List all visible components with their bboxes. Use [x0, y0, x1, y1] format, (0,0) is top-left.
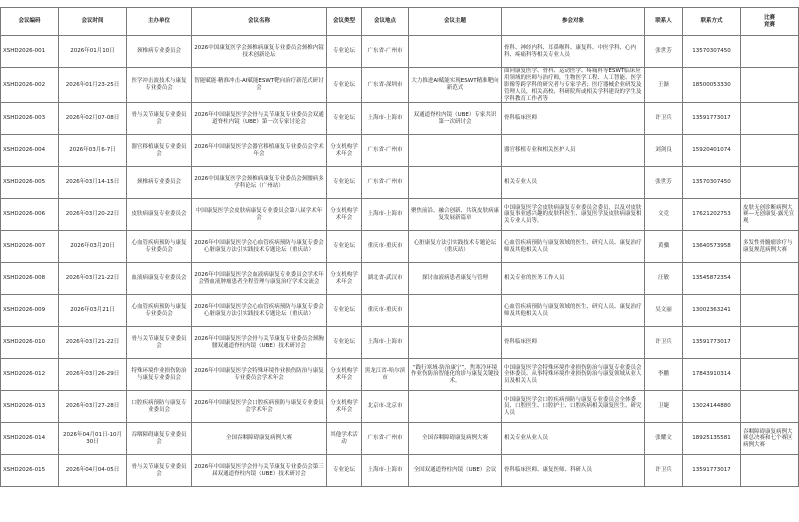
cell-audience: 心血管疾病预防与康复领域的医生、研究人员、康复治疗师及其他相关人员 — [502, 231, 645, 263]
cell-organizer: 心血管疾病预防与康复专业委员会 — [127, 231, 192, 263]
cell-type: 专业论坛 — [327, 103, 362, 135]
cell-type: 分支机构学术年会 — [327, 135, 362, 167]
cell-time: 2026年03月26-29日 — [59, 359, 127, 391]
cell-type: 专业论坛 — [327, 231, 362, 263]
cell-place: 重庆市-重庆市 — [362, 295, 409, 327]
cell-contest: 皮肤无创诊断病例大赛—无创康复·露光宣观 — [741, 199, 799, 231]
cell-organizer: 骨与关节康复专业委员会 — [127, 327, 192, 359]
cell-name: 2026年中国康复医学会骨与关节康复专业委员会颈胸腰双通道脊柱内镜（UBE）技术研讨会 — [192, 327, 327, 359]
cell-place: 广东省-深圳市 — [362, 68, 409, 103]
header-row — [1, 8, 799, 36]
cell-contest — [741, 359, 799, 391]
table-row — [1, 295, 799, 327]
cell-audience: 相关专业从业人员 — [502, 423, 645, 455]
cell-phone: 13591773017 — [683, 455, 741, 487]
cell-place: 广东省-广州市 — [362, 135, 409, 167]
cell-code: XSHD2026-005 — [1, 167, 59, 199]
header-code: 会议编码 — [1, 8, 59, 36]
cell-contact: 张世芳 — [645, 36, 683, 68]
table-row — [1, 263, 799, 295]
table-row — [1, 103, 799, 135]
meeting-schedule-table — [0, 7, 799, 487]
cell-time: 2026年03月21日 — [59, 295, 127, 327]
cell-place: 重庆市-重庆市 — [362, 231, 409, 263]
cell-name: 中国康复医学会皮肤病康复专业委员会第八届学术年会 — [192, 199, 327, 231]
cell-place: 上海市-上海市 — [362, 199, 409, 231]
cell-organizer: 器官移植康复专业委员会 — [127, 135, 192, 167]
cell-place: 广东省-广州市 — [362, 36, 409, 68]
table-row — [1, 199, 799, 231]
cell-organizer: 皮肤病康复专业委员会 — [127, 199, 192, 231]
cell-organizer: 骨与关节康复专业委员会 — [127, 455, 192, 487]
cell-type: 分支机构学术年会 — [327, 199, 362, 231]
cell-contest — [741, 263, 799, 295]
cell-type: 专业论坛 — [327, 68, 362, 103]
cell-phone: 13570307450 — [683, 36, 741, 68]
cell-code: XSHD2026-013 — [1, 391, 59, 423]
cell-theme — [409, 391, 502, 423]
cell-organizer: 心血管疾病预防与康复专业委员会 — [127, 295, 192, 327]
cell-time: 2026年03月6-7日 — [59, 135, 127, 167]
cell-code: XSHD2026-010 — [1, 327, 59, 359]
cell-contest: 多发性骨髓瘤诊疗与康复规范病例大赛 — [741, 231, 799, 263]
cell-type: 专业论坛 — [327, 295, 362, 327]
cell-time: 2026年04月01日-10月30日 — [59, 423, 127, 455]
cell-name: 2026年中国康复医学会心血管疾病预防与康复专委会心脏康复方法引实践技术专题论坛（重庆站） — [192, 295, 327, 327]
cell-contact: 许卫兵 — [645, 455, 683, 487]
cell-time: 2026年03月14-15日 — [59, 167, 127, 199]
cell-organizer: 血液病康复专业委员会 — [127, 263, 192, 295]
cell-theme: 探讨血液病患者康复与管理 — [409, 263, 502, 295]
header-phone: 联系方式 — [683, 8, 741, 36]
table-row — [1, 423, 799, 455]
cell-contact: 黄骥 — [645, 231, 683, 263]
cell-organizer: 骨与关节康复专业委员会 — [127, 103, 192, 135]
cell-theme: “践行寒域·防治康宁”，焦寒冷环境作业伤防治智能化的诊与康复关键技术。 — [409, 359, 502, 391]
cell-type: 专业论坛 — [327, 167, 362, 199]
cell-theme: 心脏康复方法引实践技术专题论坛（重庆站） — [409, 231, 502, 263]
cell-audience: 相关专业人员 — [502, 167, 645, 199]
cell-name: 2026年中国康复医学会心血管疾病预防与康复专委会心脏康复方法引实践技术专题论坛（重庆站） — [192, 231, 327, 263]
cell-contact: 李鹏 — [645, 359, 683, 391]
cell-contest — [741, 327, 799, 359]
cell-phone: 18925135581 — [683, 423, 741, 455]
cell-organizer: 口腔疾病预防与康复专业委员会 — [127, 391, 192, 423]
cell-contest — [741, 36, 799, 68]
cell-code: XSHD2026-007 — [1, 231, 59, 263]
cell-theme: 大力推进AI赋能实现ESWT精准靶向新范式 — [409, 68, 502, 103]
cell-phone: 13591773017 — [683, 103, 741, 135]
cell-phone: 15920401074 — [683, 135, 741, 167]
cell-time: 2026年03月21-22日 — [59, 327, 127, 359]
cell-name: 2026年中国康复医学会骨与关节康复专业委员会第三届双通道脊柱内镜（UBE）技术研讨会 — [192, 455, 327, 487]
cell-audience: 中国康复医学会特殊环境作业损伤防治与康复专业委员会全体委员、从事特殊环境作业损伤防治与康复领域从业人员及相关人员 — [502, 359, 645, 391]
header-name: 会议名称 — [192, 8, 327, 36]
cell-theme: 全国吞咽障碍康复病例大赛 — [409, 423, 502, 455]
header-contest: 比赛 竞赛 — [741, 8, 799, 36]
table-row — [1, 455, 799, 487]
table-row — [1, 359, 799, 391]
cell-contest — [741, 295, 799, 327]
cell-type: 分支机构学术年会 — [327, 391, 362, 423]
cell-time: 2026年03月20日 — [59, 231, 127, 263]
cell-time: 2026年03月20-22日 — [59, 199, 127, 231]
cell-contact: 卫婕 — [645, 391, 683, 423]
cell-place: 上海市-上海市 — [362, 103, 409, 135]
cell-theme — [409, 327, 502, 359]
cell-name: 2026年中国康复医学会特殊环境作业损伤防治与康复专业委员会学术年会 — [192, 359, 327, 391]
cell-time: 2026年01月23-25日 — [59, 68, 127, 103]
cell-phone: 13570307450 — [683, 167, 741, 199]
cell-type: 其他学术活动 — [327, 423, 362, 455]
cell-name: 2026中国康复医学会颈椎病康复专业委员会颈腰病多学科论坛（广州站） — [192, 167, 327, 199]
table-row — [1, 68, 799, 103]
cell-phone: 13024144880 — [683, 391, 741, 423]
cell-theme — [409, 167, 502, 199]
cell-organizer: 特殊环境作业损伤防治与康复专业委员会 — [127, 359, 192, 391]
cell-theme — [409, 295, 502, 327]
cell-organizer: 颈椎病专业委员会 — [127, 36, 192, 68]
cell-audience: 心血管疾病预防与康复领域的医生、研究人员、康复治疗师及其他相关人员 — [502, 295, 645, 327]
cell-code: XSHD2026-008 — [1, 263, 59, 295]
cell-contact: 许卫兵 — [645, 103, 683, 135]
header-audience: 参会对象 — [502, 8, 645, 36]
cell-audience: 骨科、神经内科、耳鼻喉科、康复科、中医学科、心内科、疼痛科等相关专业人员 — [502, 36, 645, 68]
cell-phone: 13591773017 — [683, 327, 741, 359]
cell-place: 广东省-广州市 — [362, 167, 409, 199]
cell-contest — [741, 135, 799, 167]
cell-contact: 王渐 — [645, 68, 683, 103]
cell-place: 上海市-上海市 — [362, 327, 409, 359]
cell-audience: 面向康复医学、骨科、运动医学、疼痛科等ESWT临床应用领域的医师与治疗师，生物医学工程、人工智能、医学影像等跨学科的研究者与专家学者；医疗器械企业研发及管理人员，相关高校、科研院所或相关学科建设的学生及学科教育工作者等 — [502, 68, 645, 103]
cell-time: 2026年04月04-05日 — [59, 455, 127, 487]
cell-code: XSHD2026-009 — [1, 295, 59, 327]
cell-time: 2026年02月07-08日 — [59, 103, 127, 135]
cell-time: 2026年01月10日 — [59, 36, 127, 68]
cell-name: 2026年中国康复医学会血液病康复专业委员会学术年会暨血液肿瘤患者全程管理与康复治疗学术交流会 — [192, 263, 327, 295]
cell-contact: 文竞 — [645, 199, 683, 231]
cell-place: 北京市-北京市 — [362, 391, 409, 423]
cell-contest — [741, 167, 799, 199]
cell-contest: 吞咽障碍康复病例大赛总决赛和七个赛区病例大赛 — [741, 423, 799, 455]
cell-type: 专业论坛 — [327, 36, 362, 68]
cell-phone: 17843910314 — [683, 359, 741, 391]
cell-audience: 骨科临床医师 — [502, 327, 645, 359]
cell-contact: 许卫兵 — [645, 327, 683, 359]
cell-phone: 18500053330 — [683, 68, 741, 103]
header-theme: 会议主题 — [409, 8, 502, 36]
cell-contest — [741, 391, 799, 423]
cell-code: XSHD2026-006 — [1, 199, 59, 231]
cell-name: 全国吞咽障碍康复病例大赛 — [192, 423, 327, 455]
table-row — [1, 231, 799, 263]
cell-contact: 汪敏 — [645, 263, 683, 295]
cell-type: 分支机构学术年会 — [327, 263, 362, 295]
cell-phone: 13545872354 — [683, 263, 741, 295]
header-organizer: 主办单位 — [127, 8, 192, 36]
cell-phone: 17621202753 — [683, 199, 741, 231]
cell-place: 上海市-上海市 — [362, 455, 409, 487]
table-row — [1, 167, 799, 199]
cell-contact: 吴文丽 — [645, 295, 683, 327]
cell-type: 分支机构学术年会 — [327, 359, 362, 391]
cell-time: 2026年03月21-22日 — [59, 263, 127, 295]
cell-audience: 中国康复医学会口腔疾病预防与康复专业委员会全体委员、口腔医生、口腔护士、口腔疾病相关康复医生、研究人员 — [502, 391, 645, 423]
cell-phone: 13640573958 — [683, 231, 741, 263]
cell-organizer: 吞咽障碍康复专业委员会 — [127, 423, 192, 455]
cell-code: XSHD2026-015 — [1, 455, 59, 487]
cell-code: XSHD2026-004 — [1, 135, 59, 167]
header-type: 会议类型 — [327, 8, 362, 36]
cell-organizer: 医学冲击波技术与康复专业委员会 — [127, 68, 192, 103]
cell-code: XSHD2026-002 — [1, 68, 59, 103]
cell-place: 湖北省-武汉市 — [362, 263, 409, 295]
header-time: 会议时间 — [59, 8, 127, 36]
cell-type: 专业论坛 — [327, 327, 362, 359]
cell-theme: 双通道脊柱内镜（UBE）专家共识第一次研讨会 — [409, 103, 502, 135]
cell-code: XSHD2026-012 — [1, 359, 59, 391]
cell-place: 黑龙江省-哈尔滨市 — [362, 359, 409, 391]
cell-theme: 全国双通道脊柱内镜（UBE）会议 — [409, 455, 502, 487]
cell-organizer: 颈椎病专业委员会 — [127, 167, 192, 199]
table-row — [1, 391, 799, 423]
table-row — [1, 327, 799, 359]
cell-code: XSHD2026-014 — [1, 423, 59, 455]
cell-audience: 器官移植专业和相关医护人员 — [502, 135, 645, 167]
cell-time: 2026年03月27-28日 — [59, 391, 127, 423]
cell-code: XSHD2026-003 — [1, 103, 59, 135]
cell-name: 2026年中国康复医学会器官移植康复专业委员会学术年会 — [192, 135, 327, 167]
cell-theme — [409, 135, 502, 167]
cell-code: XSHD2026-001 — [1, 36, 59, 68]
cell-phone: 13002363241 — [683, 295, 741, 327]
cell-theme: 聚焦前沿、融合创新、共筑皮肤病康复发展新篇章 — [409, 199, 502, 231]
cell-contact: 张耀文 — [645, 423, 683, 455]
cell-contact: 张世芳 — [645, 167, 683, 199]
cell-audience: 骨科临床医师 — [502, 103, 645, 135]
cell-theme — [409, 36, 502, 68]
header-place: 会议地点 — [362, 8, 409, 36]
cell-contest — [741, 103, 799, 135]
cell-place: 广东省-广州市 — [362, 423, 409, 455]
cell-audience: 骨科临床医师、康复医师、科研人员 — [502, 455, 645, 487]
header-contact: 联系人 — [645, 8, 683, 36]
cell-audience: 相关专业的医务工作人员 — [502, 263, 645, 295]
table-row — [1, 36, 799, 68]
cell-name: 2026年中国康复医学会骨与关节康复专业委员会双通道脊柱内镜（UBE）第一次专家讨论会 — [192, 103, 327, 135]
cell-contact: 刘剑良 — [645, 135, 683, 167]
cell-type: 专业论坛 — [327, 455, 362, 487]
cell-audience: 中国康复医学会皮肤病康复专业委员会委员，以及对皮肤康复事业感兴趣的皮肤科医生、康复医学及皮肤病康复相关专业人员等。 — [502, 199, 645, 231]
cell-contest — [741, 455, 799, 487]
cell-name: 2026中国康复医学会颈椎病康复专业委员会颈椎内镜技术创新论坛 — [192, 36, 327, 68]
cell-name: 2026年中国康复医学会口腔疾病预防与康复专业委员会学术年会 — [192, 391, 327, 423]
cell-name: 智能赋能·精准冲击-AI赋能ESWT靶向治疗新范式研讨会 — [192, 68, 327, 103]
cell-contest — [741, 68, 799, 103]
table-row — [1, 135, 799, 167]
